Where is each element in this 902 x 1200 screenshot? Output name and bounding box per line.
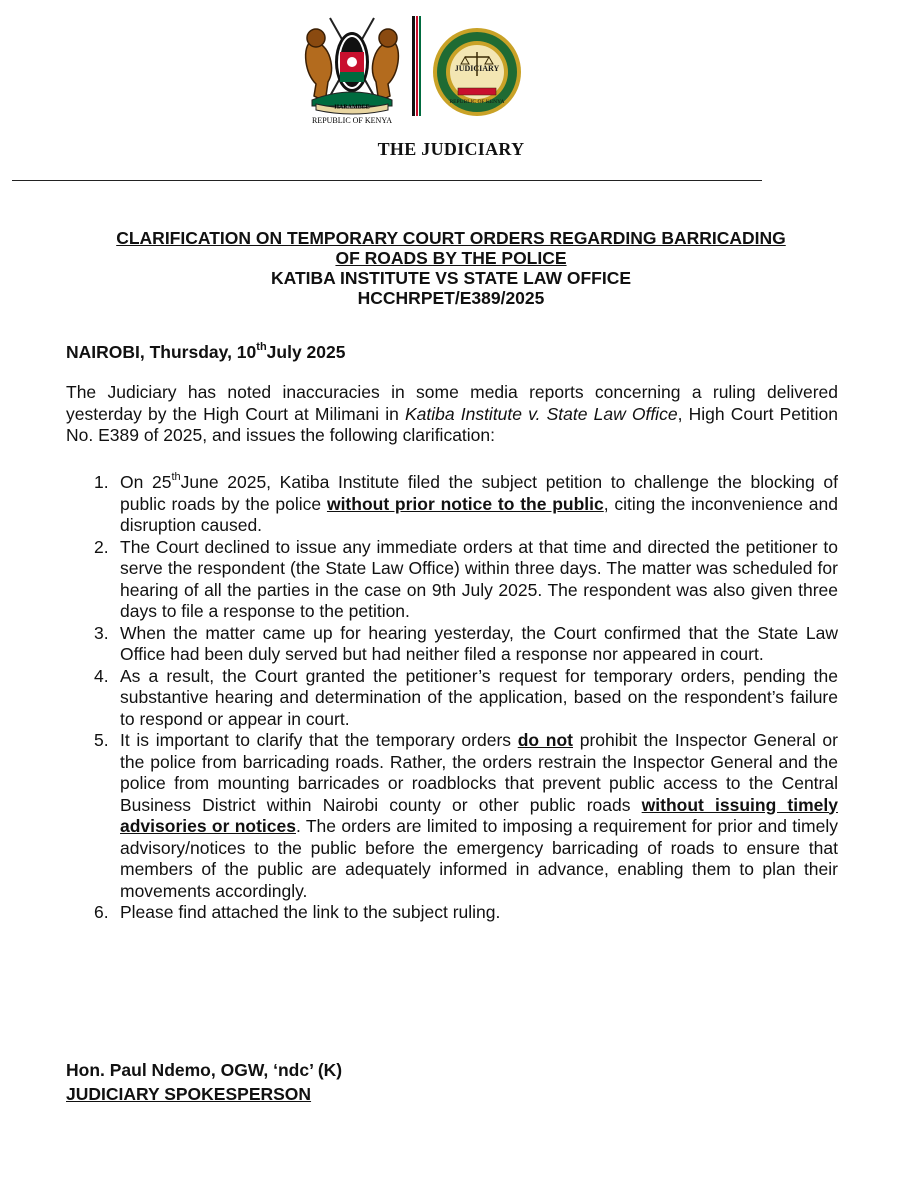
signature-block <box>66 1058 342 1106</box>
intro-part-2: , High Court Petition No. E389 of 2025, and issues the following clarification: <box>66 403 838 445</box>
divider-stripe-red <box>416 16 418 116</box>
letterhead-logos-svg <box>0 0 902 135</box>
list-item-number: 1. <box>94 472 109 492</box>
heading-line-1: CLARIFICATION ON TEMPORARY COURT ORDERS REGARDING BARRICADING <box>116 228 786 248</box>
list-item <box>86 730 838 902</box>
divider-stripe-black <box>412 16 415 116</box>
signatory-name: Hon. Paul Ndemo, OGW, ‘ndc’ (K) <box>66 1060 343 1080</box>
dateline <box>66 342 345 363</box>
list-item-text: When the matter came up for hearing yesterday, the Court confirmed that the State Law Office had been duly served but had neither filed a response nor appeared in court. <box>120 622 838 664</box>
clarification-list <box>86 472 838 924</box>
list-item-text: prohibit the Inspector General or the police from barricading roads. Rather, the orders restrain the Inspector General and the police from mounting barricades or roadblocks that prevent public access to the Central Business District within Nairobi county or other public roads <box>120 730 838 815</box>
list-item-number: 3. <box>94 622 109 643</box>
page-title: THE JUDICIARY <box>377 139 525 159</box>
dateline-suffix: July 2025 <box>266 342 346 362</box>
list-item-text: The Court declined to issue any immediate orders at that time and directed the petitioner to serve the respondent (the State Law Office) within three days. The matter was scheduled for hearing of all the parties in the case on 9th July 2025. The respondent was also given three days to file a response to the petition. <box>120 536 838 621</box>
judiciary-seal-text: JUDICIARY <box>454 64 500 73</box>
list-item <box>86 537 838 623</box>
intro-paragraph <box>66 382 838 447</box>
list-item-text: , citing the inconvenience and disruption caused. <box>120 493 839 535</box>
list-item-text: It is important to clarify that the temporary orders <box>120 730 518 750</box>
list-item-number: 4. <box>94 665 109 686</box>
list-item <box>86 472 838 537</box>
list-item-emphasis: do not <box>517 730 574 750</box>
heading-line-2: OF ROADS BY THE POLICE <box>335 248 567 268</box>
heading-case-number: HCCHRPET/E389/2025 <box>357 288 545 308</box>
dateline-sup: th <box>256 341 267 353</box>
list-item-emphasis: without prior notice to the public <box>326 493 604 514</box>
letterhead-logos <box>0 0 902 135</box>
list-item-text: June 2025, Katiba Institute filed the subject petition to challenge the blocking of public roads by the police <box>120 472 838 514</box>
intro-part-1: The Judiciary has noted inaccuracies in some media reports concerning a ruling delivered yesterday by the High Court at Milimani in <box>66 382 838 424</box>
list-item <box>86 666 838 731</box>
list-item-text: On 25 <box>120 472 172 492</box>
coat-of-arms-caption: REPUBLIC OF KENYA <box>311 116 393 125</box>
coat-of-arms-motto: HARAMBEE <box>334 104 370 111</box>
header-rule <box>12 180 762 181</box>
list-item-emphasis: without issuing timely advisories or notices <box>120 794 839 836</box>
divider-stripe-green <box>419 16 421 116</box>
list-item-number: 6. <box>94 902 109 922</box>
judiciary-seal-caption: REPUBLIC OF KENYA <box>449 99 505 105</box>
heading-case-title: KATIBA INSTITUTE VS STATE LAW OFFICE <box>270 268 632 288</box>
dateline-prefix: NAIROBI, Thursday, 10 <box>66 342 257 362</box>
coat-of-arms-icon <box>306 18 399 114</box>
list-item-number: 5. <box>94 730 109 750</box>
list-item-text: Please find attached the link to the subject ruling. <box>120 902 501 922</box>
list-item <box>86 902 838 924</box>
document-heading <box>40 228 862 308</box>
list-item-text: . The orders are limited to imposing a requirement for prior and timely advisory/notices to the public before the emergency barricading of roads to ensure that members of the public are adequately informed in advance, enabling them to plan their movements accordingly. <box>120 816 838 901</box>
list-item-sup: th <box>171 471 181 483</box>
intro-case-name: Katiba Institute v. State Law Office <box>404 403 678 424</box>
list-item-text: As a result, the Court granted the petitioner’s request for temporary orders, pending the substantive hearing and determination of the application, based on the respondent’s failure to respond or appear in court. <box>120 665 838 729</box>
signatory-role: JUDICIARY SPOKESPERSON <box>66 1084 312 1104</box>
list-item-number: 2. <box>94 536 109 557</box>
list-item <box>86 623 838 666</box>
